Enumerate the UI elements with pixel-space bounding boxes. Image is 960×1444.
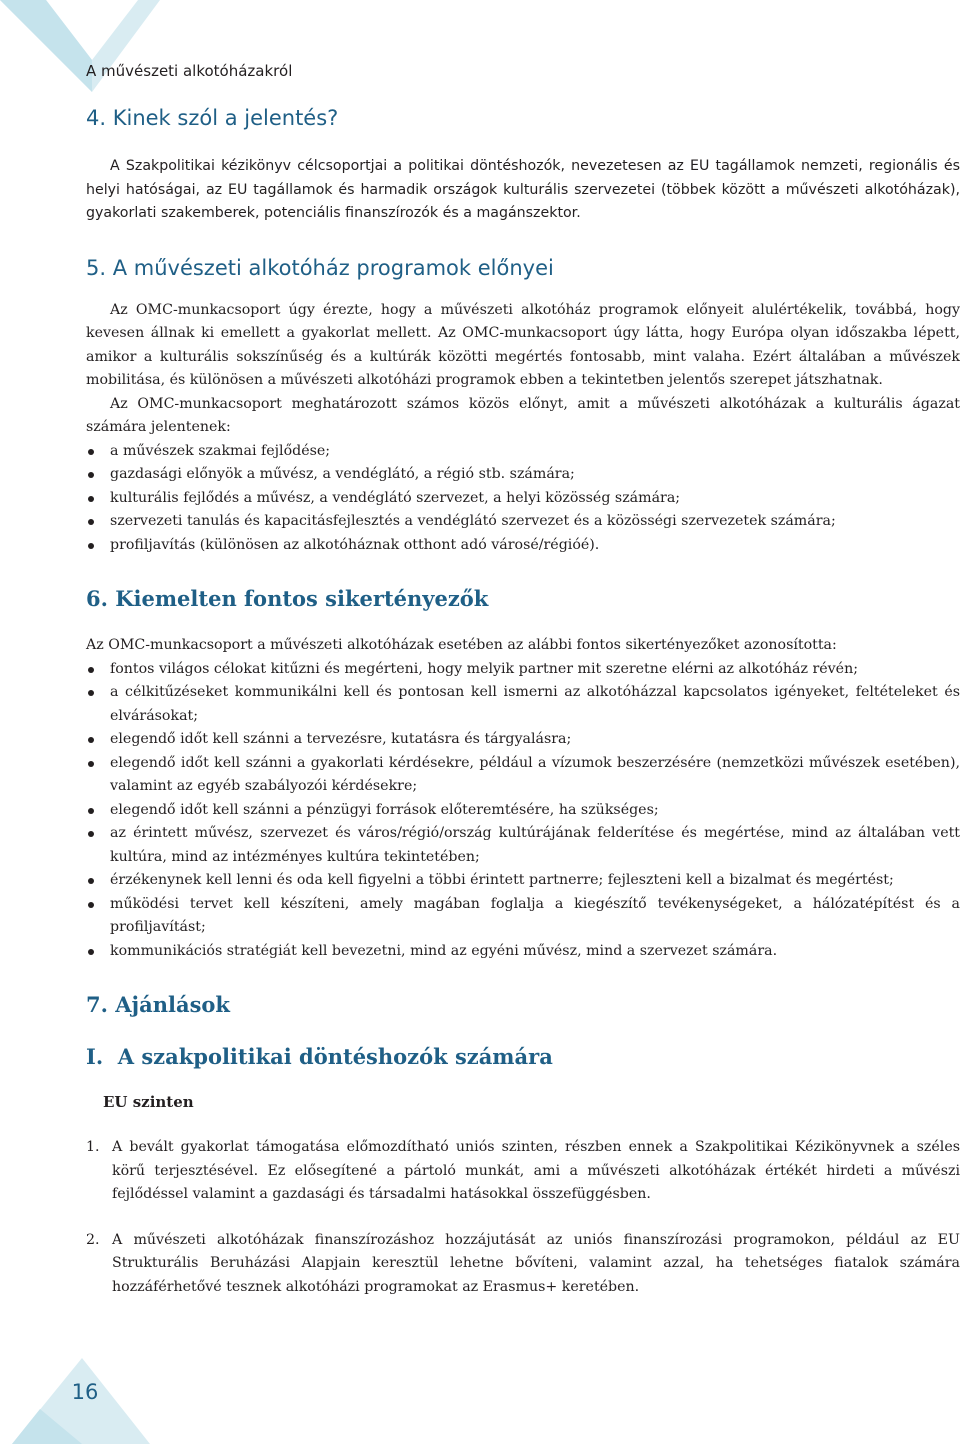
list-item: kulturális fejlődés a művész, a vendéglátó szervezet, a helyi közösség számára; (86, 487, 960, 511)
item-number: 1. (86, 1139, 100, 1155)
list-item: működési tervet kell készíteni, amely magában foglalja a kiegészítő tevékenységeket, a hálózatépítést és a profiljavítást; (86, 893, 960, 940)
section-4-heading: 4. Kinek szól a jelentés? (86, 106, 339, 130)
section-7-subheading: I. A szakpolitikai döntéshozók számára (86, 1044, 553, 1069)
recommendation-level: EU szinten (103, 1093, 194, 1111)
list-item: elegendő időt kell szánni a gyakorlati kérdésekre, például a vízumok beszerzésére (nemzetközi művészek esetében), valamint az egyéb szabályozói kérdésekre; (86, 752, 960, 799)
list-item: elegendő időt kell szánni a tervezésre, kutatásra és tárgyalásra; (86, 728, 960, 752)
section-4-paragraph: A Szakpolitikai kézikönyv célcsoportjai a politikai döntéshozók, nevezetesen az EU tagállamok nemzeti, regionális és helyi hatóságai, az EU tagállamok és harmadik országok kulturális szervezetei (többek között a művészeti alkotóházak), gyakorlati szakemberek, potenciális finanszírozók és a magánszektor. (86, 158, 960, 221)
section-6-success-factors-list (86, 658, 960, 964)
section-5-benefits-list (86, 440, 960, 558)
section-5-paragraph-1: Az OMC-munkacsoport úgy érezte, hogy a művészeti alkotóház programok előnyeit alulértékelik, továbbá, hogy kevesen állnak ki emellett a gyakorlat mellett. Az OMC-munkacsoport úgy látta, hogy Európa olyan időszakba lépett, amikor a kulturális sokszínűség és a kultúrák közötti megértés fontosabb, mint valaha. Ezért általában a művészek mobilitása, és különösen a művészeti alkotóházi programok ebben a tekintetben jelentős szerepet játszhatnak. (86, 301, 960, 388)
list-item: fontos világos célokat kitűzni és megérteni, hogy melyik partner mit szeretne elérni az alkotóház révén; (86, 658, 960, 682)
item-number: 2. (86, 1231, 100, 1248)
corner-chevron-decoration (0, 0, 180, 110)
list-item: szervezeti tanulás és kapacitásfejlesztés a vendéglátó szervezet és a közösségi szervezetek számára; (86, 510, 960, 534)
list-item: kommunikációs stratégiát kell bevezetni, mind az egyéni művész, mind a szervezet számára. (86, 940, 960, 964)
section-7-heading: 7. Ajánlások (86, 992, 230, 1017)
page-number: 16 (71, 1380, 99, 1404)
section-5-paragraph-2: Az OMC-munkacsoport meghatározott számos közös előnyt, amit a művészeti alkotóházak a kulturális ágazat számára jelentenek: (86, 395, 960, 435)
list-item: a célkitűzéseket kommunikálni kell és pontosan kell ismerni az alkotóházzal kapcsolatos igényeket, feltételeket és elvárásokat; (86, 681, 960, 728)
list-item: profiljavítás (különösen az alkotóháznak otthont adó városé/régióé). (86, 534, 960, 558)
section-5-heading: 5. A művészeti alkotóház programok előnyei (86, 255, 554, 280)
list-item: az érintett művész, szervezet és város/régió/ország kultúrájának felderítése és megértése, mind az általában vett kultúra, mind az intézményes kultúra tekintetében; (86, 822, 960, 869)
list-item: érzékenynek kell lenni és oda kell figyelni a többi érintett partnerre; fejleszteni kell a bizalmat és megértést; (86, 869, 960, 893)
list-item: a művészek szakmai fejlődése; (86, 440, 960, 464)
item-text: A bevált gyakorlat támogatása előmozdítható uniós szinten, részben ennek a Szakpolitikai Kézikönyvnek a széles körű terjesztésével. Ez elősegítené a pártoló munkát, ami a művészeti alkotóházak értékét hirdeti a művészi fejlődéssel valamint a gazdasági és társadalmi hatásokkal összefüggésben. (112, 1139, 960, 1202)
section-6-heading: 6. Kiemelten fontos sikertényezők (86, 586, 489, 611)
page-content (86, 102, 960, 1299)
section-6-intro: Az OMC-munkacsoport a művészeti alkotóházak esetében az alábbi fontos sikertényezőket azonosította: (86, 637, 837, 653)
item-text: A művészeti alkotóházak finanszírozáshoz hozzájutását az uniós finanszírozási programokon, például az EU Strukturális Beruházási Alapjain keresztül lehetne bővíteni, valamint azzal, ha tehetséges fiatalok számára hozzáférhetővé tesznek alkotóházi programokat az Erasmus+ keretében. (112, 1231, 960, 1295)
recommendation-item (86, 1136, 960, 1207)
list-item: gazdasági előnyök a művész, a vendéglátó, a régió stb. számára; (86, 463, 960, 487)
running-title: A művészeti alkotóházakról (86, 62, 293, 80)
recommendation-item (86, 1229, 960, 1300)
list-item: elegendő időt kell szánni a pénzügyi források előteremtésére, ha szükséges; (86, 799, 960, 823)
recommendations-list (86, 1136, 960, 1299)
